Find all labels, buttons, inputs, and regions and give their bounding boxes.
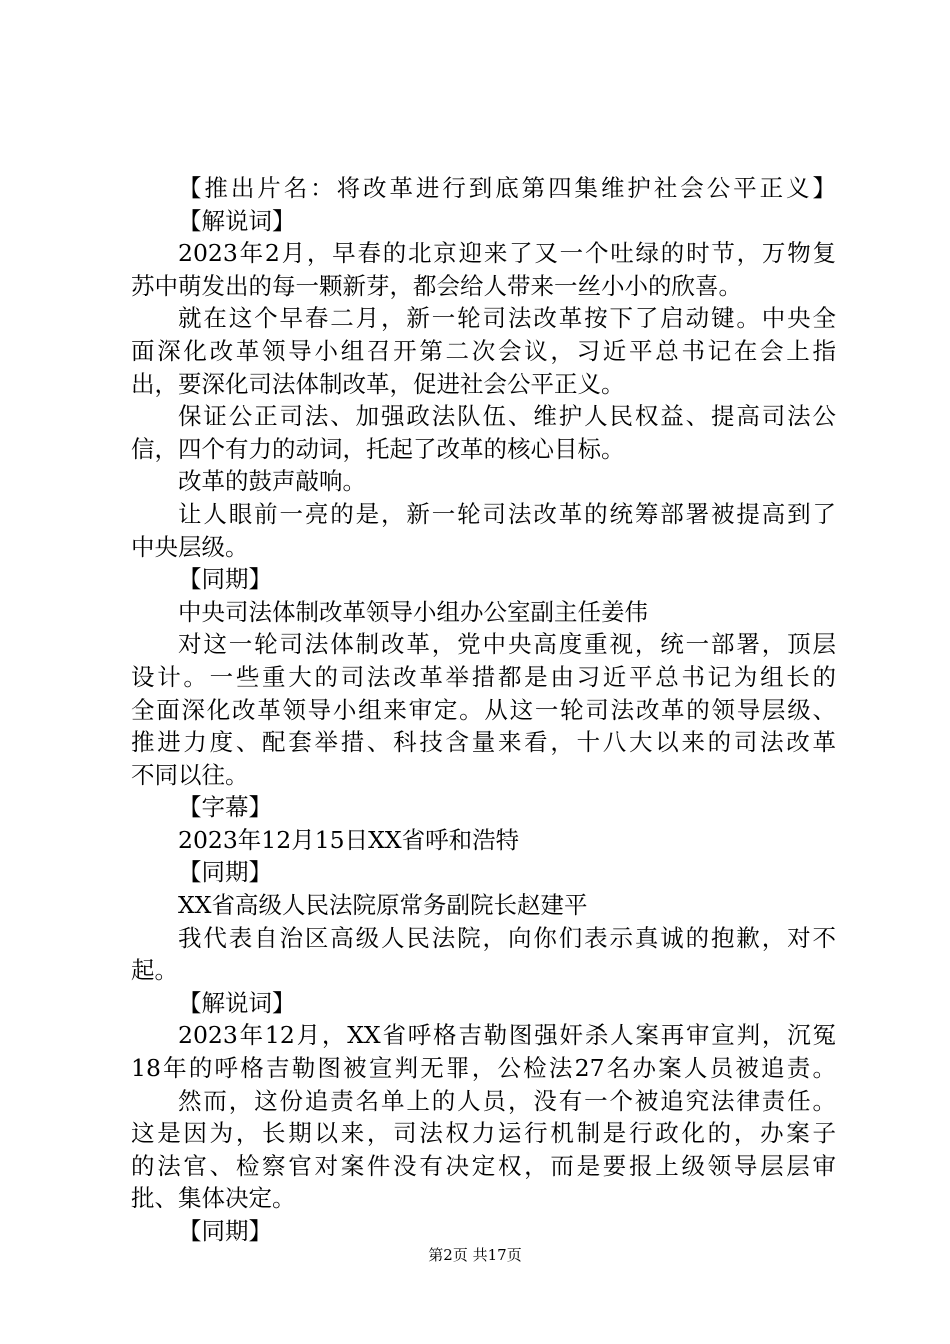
text-line: 设计。一些重大的司法改革举措都是由习近平总书记为组长的 <box>131 662 836 691</box>
text-line: 中央司法体制改革领导小组办公室副主任姜伟 <box>178 597 648 626</box>
text-line: 批、集体决定。 <box>131 1184 296 1213</box>
text-line: 【同期】 <box>178 1217 272 1245</box>
text-line: 就在这个早春二月，新一轮司法改革按下了启动键。中央全 <box>178 304 836 333</box>
page-footer: 第2页 共17页 <box>428 1246 522 1264</box>
text-line: 18年的呼格吉勒图被宣判无罪，公检法27名办案人员被追责。 <box>131 1054 836 1083</box>
document-body <box>131 172 836 1248</box>
text-line: 不同以往。 <box>131 760 249 789</box>
text-line: 推进力度、配套举措、科技含量来看，十八大以来的司法改革 <box>131 728 836 757</box>
text-line: XX省高级人民法院原常务副院长赵建平 <box>178 891 588 920</box>
text-line: 出，要深化司法体制改革，促进社会公平正义。 <box>131 369 625 398</box>
text-line: 起。 <box>131 956 178 985</box>
text-line: 【解说词】 <box>178 206 296 235</box>
text-line: 保证公正司法、加强政法队伍、维护人民权益、提高司法公 <box>178 402 836 431</box>
text-line: 改革的鼓声敲响。 <box>178 467 366 496</box>
text-line: 【解说词】 <box>178 988 296 1017</box>
text-line: 的法官、检察官对案件没有决定权，而是要报上级领导层层审 <box>131 1151 836 1180</box>
text-line: 中央层级。 <box>131 532 249 561</box>
text-line: 2023年12月，XX省呼格吉勒图强奸杀人案再审宣判，沉冤 <box>178 1021 836 1050</box>
text-line: 2023年12月15日XX省呼和浩特 <box>178 825 520 854</box>
text-line: 全面深化改革领导小组来审定。从这一轮司法改革的领导层级、 <box>131 695 836 724</box>
text-line: 面深化改革领导小组召开第二次会议，习近平总书记在会上指 <box>131 336 836 365</box>
text-line: 【字幕】 <box>178 793 272 822</box>
text-line: 我代表自治区高级人民法院，向你们表示真诚的抱歉，对不 <box>178 923 836 952</box>
text-line: 苏中萌发出的每一颗新芽，都会给人带来一丝小小的欣喜。 <box>131 271 742 300</box>
text-line: 对这一轮司法体制改革，党中央高度重视，统一部署，顶层 <box>178 630 836 659</box>
text-line: 这是因为，长期以来，司法权力运行机制是行政化的，办案子 <box>131 1119 836 1148</box>
text-line: 然而，这份追责名单上的人员，没有一个被追究法律责任。 <box>178 1086 836 1115</box>
text-line: 【同期】 <box>178 565 272 594</box>
text-line: 【同期】 <box>178 858 272 887</box>
text-line: 信，四个有力的动词，托起了改革的核心目标。 <box>131 434 625 463</box>
text-line: 2023年2月，早春的北京迎来了又一个吐绿的时节，万物复 <box>178 239 836 268</box>
text-line: 让人眼前一亮的是，新一轮司法改革的统筹部署被提高到了 <box>178 499 836 528</box>
text-line: 【推出片名：将改革进行到底第四集维护社会公平正义】 <box>178 174 836 202</box>
